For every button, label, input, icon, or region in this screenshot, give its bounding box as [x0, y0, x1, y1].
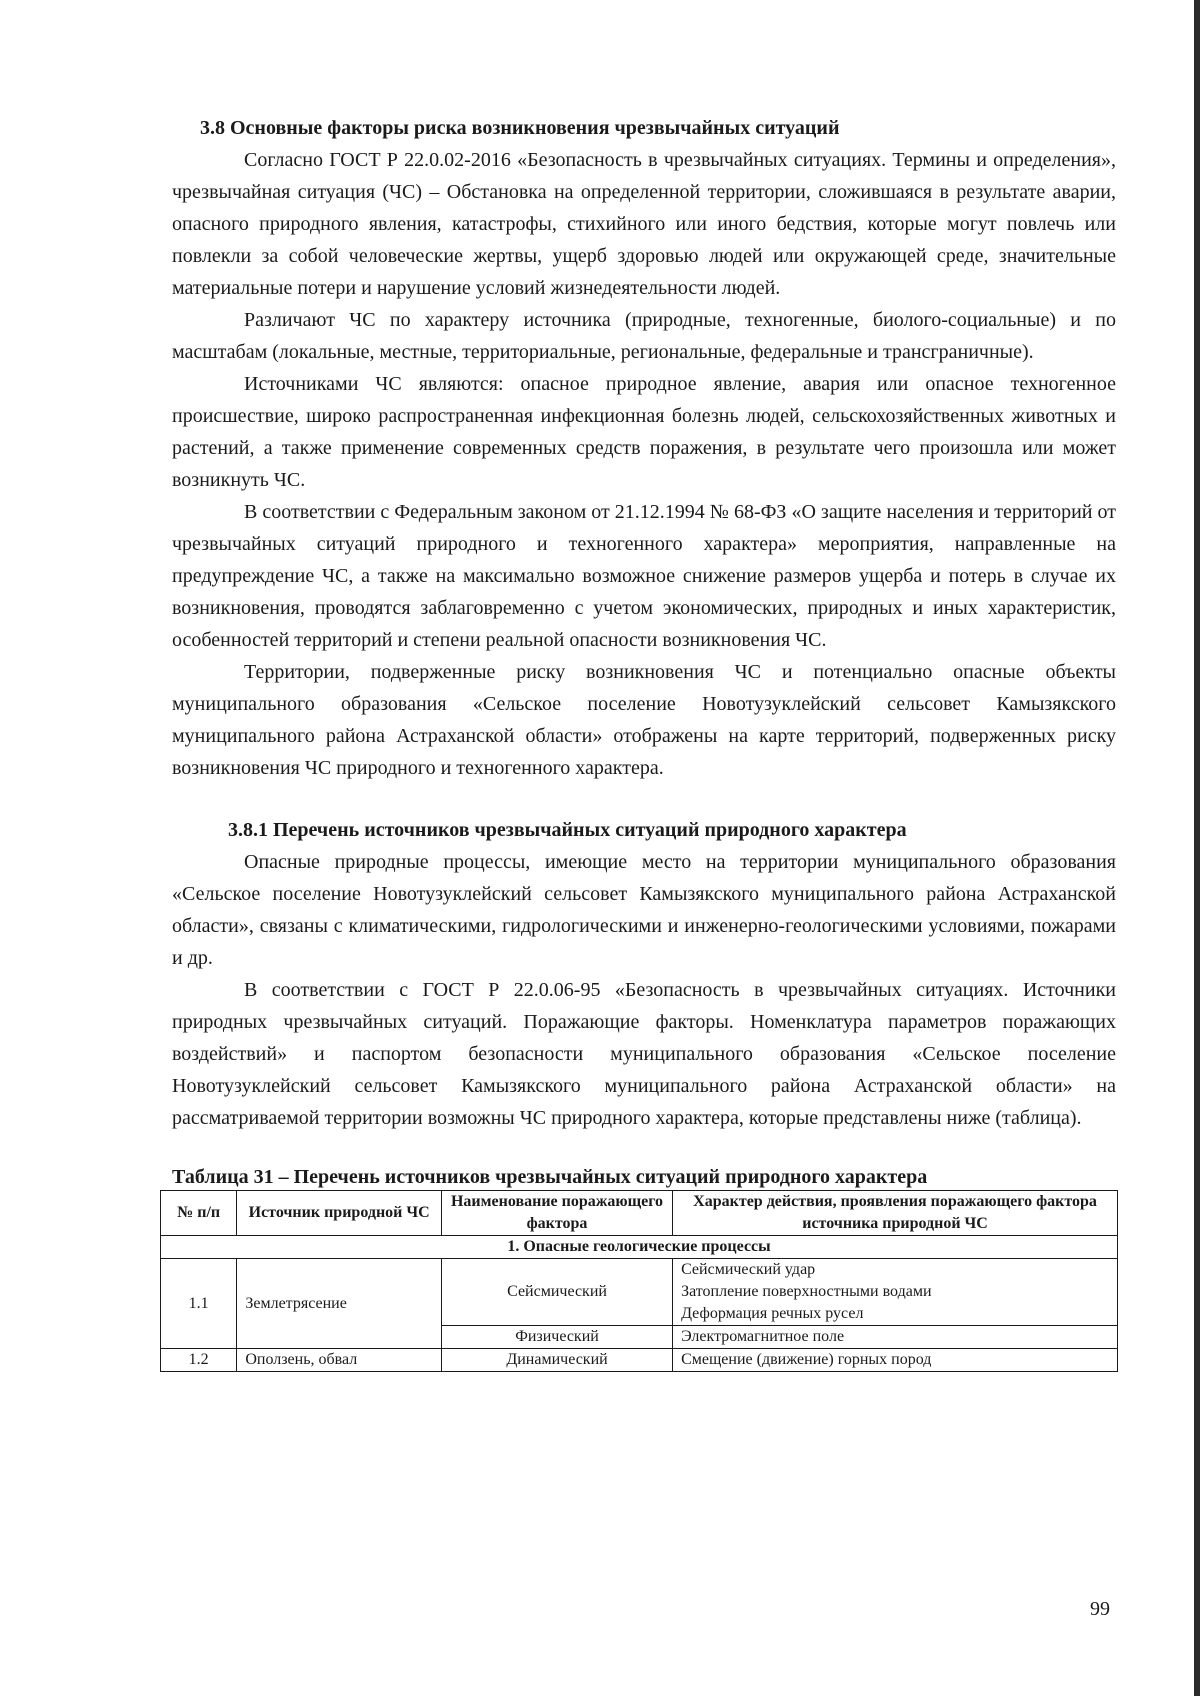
- table-caption: Таблица 31 – Перечень источников чрезвычайных ситуаций природного характера: [172, 1166, 928, 1188]
- subsection-title: 3.8.1 Перечень источников чрезвычайных ситуаций природного характера: [228, 819, 907, 841]
- row-num: 1.2: [161, 1349, 237, 1372]
- header-factor: Наименование поражающего фактора: [441, 1191, 672, 1236]
- effect-item: Затопление поверхностными водами: [681, 1283, 932, 1300]
- row-factor: Динамический: [441, 1349, 672, 1372]
- row-source: Землетрясение: [237, 1259, 442, 1349]
- table-group-row: [161, 1236, 1118, 1259]
- section-paragraph: Территории, подверженные риску возникновения ЧС и потенциально опасные объекты муниципального образования «Сельское поселение Новотузуклейский сельсовет Камызякского муниципального района Астраханской области» отображены на карте территорий, подверженных риску возникновения ЧС природного и техногенного характера.: [172, 661, 1116, 779]
- table-row: [161, 1259, 1118, 1326]
- section-paragraph: Источниками ЧС являются: опасное природное явление, авария или опасное техногенное происшествие, широко распространенная инфекционная болезнь людей, сельскохозяйственных животных и растений, а также применение современных средств поражения, в результате чего произошла или может возникнуть ЧС.: [172, 373, 1116, 491]
- effect-item: Сейсмический удар: [681, 1261, 816, 1278]
- table-header-row: [161, 1191, 1118, 1236]
- section-paragraph: Согласно ГОСТ Р 22.0.02-2016 «Безопасность в чрезвычайных ситуациях. Термины и определения», чрезвычайная ситуация (ЧС) – Обстановка на определенной территории, сложившаяся в результате аварии, опасного природного явления, катастрофы, стихийного или иного бедствия, которые могут повлечь или повлекли за собой человеческие жертвы, ущерб здоровью людей или окружающей среде, значительные материальные потери и нарушение условий жизнедеятельности людей.: [172, 149, 1116, 299]
- effect-item: Деформация речных русел: [681, 1305, 864, 1322]
- section-paragraph: В соответствии с Федеральным законом от 21.12.1994 № 68-ФЗ «О защите населения и территорий от чрезвычайных ситуаций природного и техногенного характера» мероприятия, направленные на предупреждение ЧС, а также на максимально возможное снижение размеров ущерба и потерь в случае их возникновения, проводятся заблаговременно с учетом экономических, природных и иных характеристик, особенностей территорий и степени реальной опасности возникновения ЧС.: [172, 501, 1116, 651]
- page-number: 99: [1090, 1598, 1110, 1620]
- row-effects: [673, 1259, 1118, 1326]
- row-effect: Электромагнитное поле: [673, 1326, 1118, 1349]
- table-row: [161, 1349, 1118, 1372]
- page-content: [172, 112, 1116, 1372]
- row-effect: Смещение (движение) горных пород: [673, 1349, 1118, 1372]
- section-title: 3.8 Основные факторы риска возникновения чрезвычайных ситуаций: [200, 117, 840, 139]
- group-title: 1. Опасные геологические процессы: [161, 1236, 1118, 1259]
- header-character: Характер действия, проявления поражающего фактора источника природной ЧС: [673, 1191, 1118, 1236]
- row-source: Оползень, обвал: [237, 1349, 442, 1372]
- subsection-paragraph: В соответствии с ГОСТ Р 22.0.06-95 «Безопасность в чрезвычайных ситуациях. Источники природных чрезвычайных ситуаций. Поражающие факторы. Номенклатура параметров поражающих воздействий» и паспортом безопасности муниципального образования «Сельское поселение Новотузуклейский сельсовет Камызякского муниципального района Астраханской области» на рассматриваемой территории возможны ЧС природного характера, которые представлены ниже (таблица).: [172, 979, 1116, 1129]
- section-paragraph: Различают ЧС по характеру источника (природные, техногенные, биолого-социальные) и по масштабам (локальные, местные, территориальные, региональные, федеральные и трансграничные).: [172, 309, 1116, 363]
- scan-edge: [1194, 0, 1200, 1696]
- row-num: 1.1: [161, 1259, 237, 1349]
- row-factor: Физический: [441, 1326, 672, 1349]
- header-num: № п/п: [161, 1191, 237, 1236]
- row-factor: Сейсмический: [441, 1259, 672, 1326]
- hazard-sources-table: [160, 1190, 1118, 1372]
- subsection-paragraph: Опасные природные процессы, имеющие место на территории муниципального образования «Сельское поселение Новотузуклейский сельсовет Камызякского муниципального района Астраханской области», связаны с климатическими, гидрологическими и инженерно-геологическими условиями, пожарами и др.: [172, 851, 1116, 969]
- header-source: Источник природной ЧС: [237, 1191, 442, 1236]
